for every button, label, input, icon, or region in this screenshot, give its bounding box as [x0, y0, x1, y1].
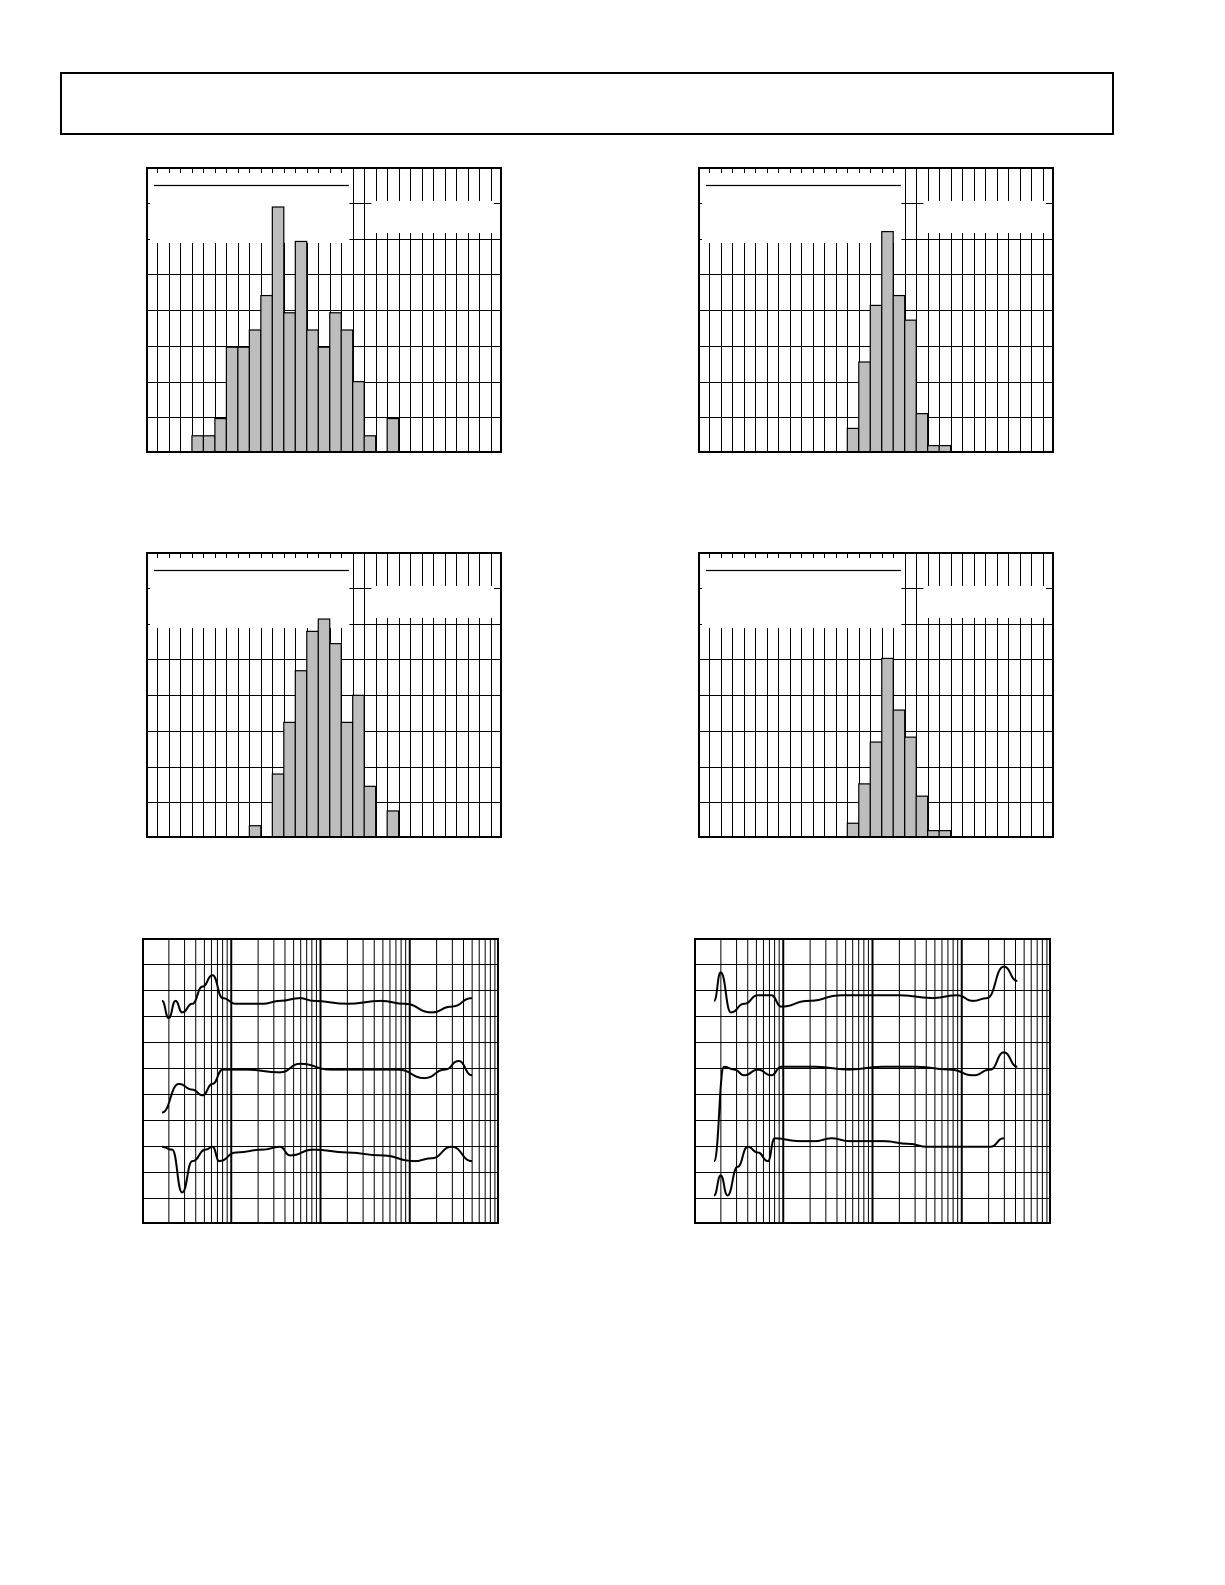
histogram-bar [307, 631, 318, 838]
histogram-bar [318, 619, 329, 838]
histogram-bar [295, 241, 306, 453]
series-line-1 [714, 967, 1017, 1013]
histogram-bar [341, 330, 352, 453]
chart-3 [146, 552, 502, 838]
chart-label-panel [702, 173, 901, 243]
histogram-bar [284, 722, 295, 838]
histogram-bar [307, 330, 318, 453]
chart-1 [146, 167, 502, 453]
chart-4 [698, 552, 1054, 838]
histogram-bar [905, 320, 916, 453]
histogram-bar [272, 774, 283, 838]
chart-legend-panel [371, 201, 494, 233]
chart-legend-panel [923, 201, 1046, 233]
histogram-bar [859, 362, 870, 453]
histogram-bar [893, 296, 904, 453]
histogram-bar [882, 658, 893, 838]
histogram-bar [364, 786, 375, 838]
chart-2 [698, 167, 1054, 453]
histogram-bar [238, 347, 249, 453]
histogram-bar [905, 737, 916, 838]
series-line-3 [162, 1147, 472, 1193]
chart-legend-panel [923, 586, 1046, 618]
histogram-bar [353, 695, 364, 838]
histogram-bar [882, 232, 893, 453]
histogram-bar [916, 796, 927, 838]
chart-5 [142, 938, 499, 1224]
grid [142, 938, 499, 1224]
histogram-bar [387, 419, 398, 453]
histogram-bar [870, 742, 881, 838]
histogram-bar [870, 305, 881, 453]
grid [694, 938, 1051, 1224]
chart-6 [694, 938, 1051, 1224]
histogram-bar [893, 710, 904, 838]
histogram-bar [847, 428, 858, 453]
histogram-bar [859, 784, 870, 838]
histogram-bar [249, 330, 260, 453]
histogram-bar [847, 823, 858, 838]
chart-legend-panel [371, 586, 494, 618]
histogram-bar [284, 313, 295, 453]
histogram-bar [916, 414, 927, 453]
histogram-bar [364, 436, 375, 453]
page-header [60, 72, 1114, 135]
histogram-bar [272, 207, 283, 453]
histogram-bar [318, 347, 329, 453]
series-line-1 [162, 975, 472, 1018]
chart-label-panel [150, 173, 349, 243]
histogram-bar [341, 722, 352, 838]
histogram-bar [192, 436, 203, 453]
histogram-bar [226, 347, 237, 453]
histogram-bar [203, 436, 214, 453]
histogram-bar [215, 419, 226, 453]
histogram-bar [330, 644, 341, 838]
chart-label-panel [702, 558, 901, 628]
histogram-bar [261, 296, 272, 453]
histogram-bar [295, 671, 306, 838]
histogram-bar [353, 382, 364, 453]
chart-label-panel [150, 558, 349, 628]
histogram-bar [387, 811, 398, 838]
histogram-bar [330, 313, 341, 453]
